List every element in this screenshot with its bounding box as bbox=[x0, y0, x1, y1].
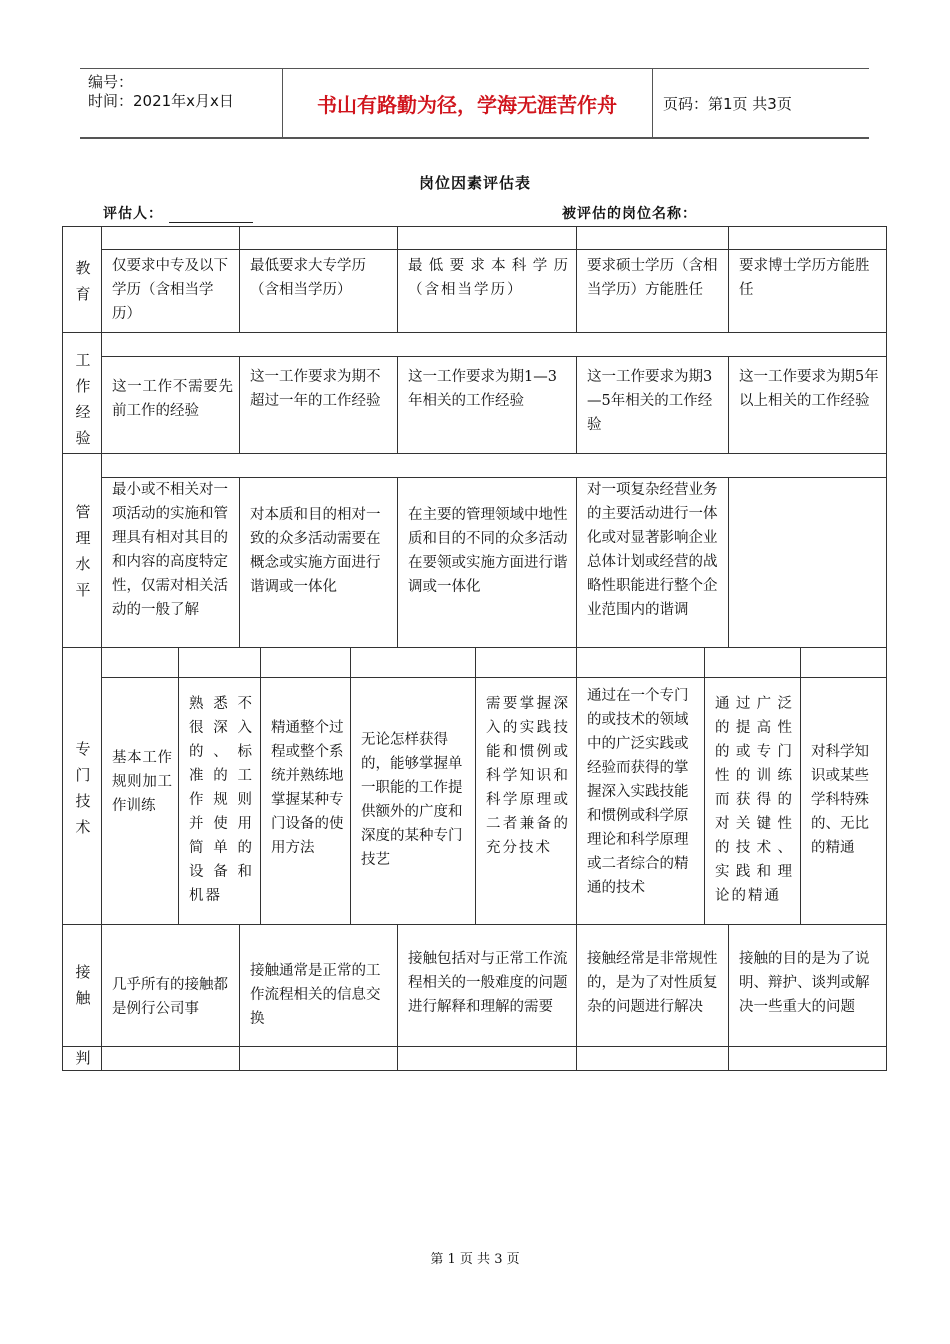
page-footer: 第 1 页 共 3 页 bbox=[430, 1252, 520, 1267]
education-level-2: 最低要求大专学历（含相当学历） bbox=[240, 250, 398, 333]
blank-cell[interactable] bbox=[801, 648, 886, 678]
blank-cell[interactable] bbox=[351, 648, 476, 678]
blank-cell[interactable] bbox=[398, 227, 577, 250]
evaluator-field bbox=[103, 203, 253, 223]
contact-label: 接触 bbox=[75, 963, 91, 1007]
evaluator-label: 评估人： bbox=[103, 206, 163, 222]
education-label: 教育 bbox=[75, 259, 91, 303]
experience-level-3: 这一工作要求为期1—3年相关的工作经验 bbox=[398, 357, 577, 454]
experience-level-1: 这一工作不需要先前工作的经验 bbox=[102, 357, 240, 454]
blank-cell[interactable] bbox=[240, 1047, 398, 1070]
technical-level-4: 无论怎样获得的，能够掌握单一职能的工作提供额外的广度和深度的某种专门技艺 bbox=[351, 678, 476, 925]
time-label: 时间：2021年x月x日 bbox=[88, 92, 234, 110]
education-level-1: 仅要求中专及以下学历（含相当学历） bbox=[102, 250, 240, 333]
page-indicator: 页码：第1页 共3页 bbox=[663, 94, 792, 113]
experience-level-2: 这一工作要求为期不超过一年的工作经验 bbox=[240, 357, 398, 454]
document-header bbox=[80, 68, 869, 139]
technical-level-6: 通过在一个专门的或技术的领域中的广泛实践或经验而获得的掌握深入实践技能和惯例或科学原理论和科学原理或二者综合的精通的技术 bbox=[577, 678, 705, 925]
number-label: 编号： bbox=[88, 73, 134, 91]
education-level-3: 最低要求本科学历（含相当学历） bbox=[398, 250, 577, 333]
contact-label-cell bbox=[63, 925, 102, 1047]
blank-cell[interactable] bbox=[577, 227, 729, 250]
blank-cell[interactable] bbox=[102, 1047, 240, 1070]
management-level-4: 对一项复杂经营业务的主要活动进行一体化或对显著影响企业总体计划或经营的战略性职能进行整个企业范围内的谐调 bbox=[577, 478, 729, 648]
contact-level-3: 接触包括对与正常工作流程相关的一般难度的问题进行解释和理解的需要 bbox=[398, 925, 577, 1047]
management-label-cell bbox=[63, 454, 102, 648]
experience-level-5: 这一工作要求为期5年以上相关的工作经验 bbox=[729, 357, 886, 454]
judgment-label: 判 bbox=[75, 1049, 91, 1067]
management-level-2: 对本质和目的相对一致的众多活动需要在概念或实施方面进行谐调或一体化 bbox=[240, 478, 398, 648]
technical-level-8: 对科学知识或某些学科特殊的、无比的精通 bbox=[801, 678, 886, 925]
experience-level-4: 这一工作要求为期3—5年相关的工作经验 bbox=[577, 357, 729, 454]
blank-cell[interactable] bbox=[476, 648, 577, 678]
blank-cell[interactable] bbox=[705, 648, 801, 678]
blank-cell[interactable] bbox=[398, 1047, 577, 1070]
position-name-label: 被评估的岗位名称： bbox=[562, 206, 697, 222]
blank-cell[interactable] bbox=[729, 1047, 886, 1070]
blank-cell[interactable] bbox=[102, 333, 886, 357]
management-level-5 bbox=[729, 478, 886, 648]
technical-level-7: 通过广泛的提高性的或专门性的训练而获得的对关键性的技术、实践和理论的精通 bbox=[705, 678, 801, 925]
blank-cell[interactable] bbox=[577, 648, 705, 678]
experience-label-cell bbox=[63, 333, 102, 454]
management-label: 管理水平 bbox=[75, 503, 91, 599]
experience-label: 工作经验 bbox=[75, 351, 91, 447]
education-label-cell bbox=[63, 227, 102, 333]
technical-label-cell bbox=[63, 648, 102, 925]
blank-cell[interactable] bbox=[102, 227, 240, 250]
evaluation-table bbox=[62, 226, 887, 1071]
contact-level-5: 接触的目的是为了说明、辩护、谈判或解决一些重大的问题 bbox=[729, 925, 886, 1047]
management-level-3: 在主要的管理领域中地性质和目的不同的众多活动在要领或实施方面进行谐调或一体化 bbox=[398, 478, 577, 648]
education-level-5: 要求博士学历方能胜任 bbox=[729, 250, 886, 333]
blank-cell[interactable] bbox=[240, 227, 398, 250]
evaluator-blank[interactable] bbox=[169, 207, 253, 223]
management-level-1: 最小或不相关对一项活动的实施和管理具有相对其目的和内容的高度特定性，仅需对相关活动的一般了解 bbox=[102, 478, 240, 648]
blank-cell[interactable] bbox=[179, 648, 261, 678]
technical-level-1: 基本工作规则加工作训练 bbox=[102, 678, 179, 925]
header-divider bbox=[652, 69, 653, 137]
contact-level-4: 接触经常是非常规性的，是为了对性质复杂的问题进行解决 bbox=[577, 925, 729, 1047]
technical-label: 专门技术 bbox=[75, 740, 91, 836]
contact-level-2: 接触通常是正常的工作流程相关的信息交换 bbox=[240, 925, 398, 1047]
form-title: 岗位因素评估表 bbox=[418, 174, 531, 192]
judgment-label-cell bbox=[63, 1047, 102, 1070]
technical-level-5: 需要掌握深入的实践技能和惯例或科学知识和科学原理或二者兼备的充分技术 bbox=[476, 678, 577, 925]
education-level-4: 要求硕士学历（含相当学历）方能胜任 bbox=[577, 250, 729, 333]
technical-level-2: 熟悉不很深入的、标准的工作规则并使用简单的设备和机器 bbox=[179, 678, 261, 925]
blank-cell[interactable] bbox=[102, 648, 179, 678]
header-meta bbox=[88, 73, 234, 111]
blank-cell[interactable] bbox=[577, 1047, 729, 1070]
blank-cell[interactable] bbox=[102, 454, 886, 478]
blank-cell[interactable] bbox=[729, 227, 886, 250]
motto: 书山有路勤为径，学海无涯苦作舟 bbox=[317, 92, 617, 117]
contact-level-1: 几乎所有的接触都是例行公司事 bbox=[102, 925, 240, 1047]
blank-cell[interactable] bbox=[261, 648, 351, 678]
technical-level-3: 精通整个过程或整个系统并熟练地掌握某种专门设备的使用方法 bbox=[261, 678, 351, 925]
